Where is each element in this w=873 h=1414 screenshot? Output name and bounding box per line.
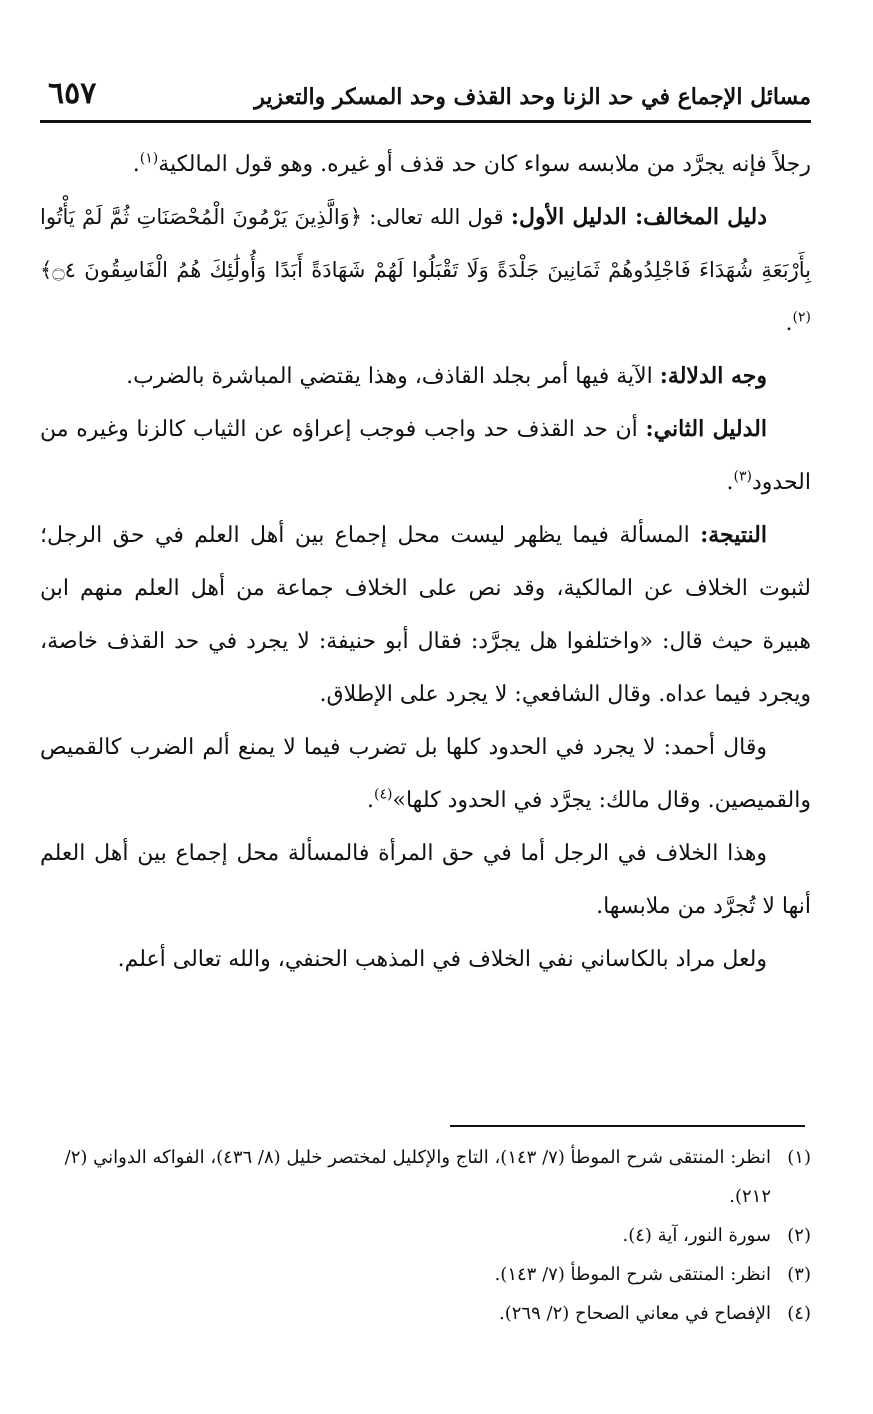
footnote-ref-4: (٤) [374,786,393,803]
paragraph-2-end: . [785,311,793,336]
main-text [40,138,811,986]
paragraph-2 [40,191,811,350]
paragraph-6 [40,721,811,827]
paragraph-6-text: وقال أحمد: لا يجرد في الحدود كلها بل تضرب فيما لا يمنع ألم الضرب كالقميص والقميصين. وقال مالك: يجرَّد في الحدود كلها» [40,735,811,813]
footnotes [40,1138,811,1333]
quran-verse: قول الله تعالى: ﴿وَالَّذِينَ يَرْمُونَ الْمُحْصَنَاتِ ثُمَّ لَمْ يَأْتُوا بِأَرْبَعَةِ شُهَدَاءَ فَاجْلِدُوهُمْ ثَمَانِينَ جَلْدَةً وَلَا تَقْبَلُوا لَهُمْ شَهَادَةً أَبَدًا وَأُولَٰئِكَ هُمُ الْفَاسِقُونَ ۝٤﴾ [40,205,811,282]
paragraph-6-end: . [367,788,375,813]
page-number: ٦٥٧ [48,76,97,111]
paragraph-8: ولعل مراد بالكاساني نفي الخلاف في المذهب الحنفي، والله تعالى أعلم. [117,947,767,972]
footnote-number: (٤) [787,1303,811,1324]
footnote-text: الإفصاح في معاني الصحاح (٢/ ٢٦٩). [499,1303,771,1324]
footnote-separator [450,1125,805,1127]
paragraph-5-text: المسألة فيما يظهر ليست محل إجماع بين أهل العلم في حق الرجل؛ لثبوت الخلاف عن المالكية، وقد نص على الخلاف جماعة من أهل العلم منهم ابن هبيرة حيث قال: «واختلفوا هل يجرَّد: فقال أبو حنيفة: لا يجرد في حد القذف خاصة، ويجرد فيما عداه. وقال الشافعي: لا يجرد على الإطلاق. [40,523,811,707]
footnote-number: (٢) [787,1225,811,1246]
footnote-3 [40,1255,811,1294]
footnote-text: انظر: المنتقى شرح الموطأ (٧/ ١٤٣)، التاج والإكليل لمختصر خليل (٨/ ٤٣٦)، الفواكه الدواني (٢/ ٢١٢). [64,1147,771,1207]
footnote-2 [40,1216,811,1255]
paragraph-3 [40,350,811,403]
paragraph-5-label: النتيجة: [700,522,767,548]
paragraph-4-text: أن حد القذف حد واجب فوجب إعراؤه عن الثياب كالزنا وغيره من الحدود [40,417,811,495]
footnote-1 [40,1138,811,1216]
paragraph-3-text: الآية فيها أمر بجلد القاذف، وهذا يقتضي المباشرة بالضرب. [126,364,660,389]
footnote-text: انظر: المنتقى شرح الموطأ (٧/ ١٤٣). [494,1264,771,1285]
paragraph-2-label: دليل المخالف: الدليل الأول: [510,204,767,230]
footnote-number: (١) [787,1147,811,1168]
footnote-number: (٣) [787,1264,811,1285]
paragraph-3-label: وجه الدلالة: [659,363,767,389]
paragraph-7: وهذا الخلاف في الرجل أما في حق المرأة فالمسألة محل إجماع بين أهل العلم أنها لا تُجرَّد من ملابسها. [40,841,811,919]
footnote-4 [40,1294,811,1333]
footnote-text: سورة النور، آية (٤). [622,1225,771,1246]
paragraph-1-text: رجلاً فإنه يجرَّد من ملابسه سواء كان حد قذف أو غيره. وهو قول المالكية [158,152,811,177]
footnote-ref-3: (٣) [733,468,752,485]
paragraph-5 [40,509,811,721]
header-title: مسائل الإجماع في حد الزنا وحد القذف وحد المسكر والتعزير [254,84,811,110]
footnote-ref-2: (٢) [792,309,811,326]
paragraph-4 [40,403,811,509]
paragraph-4-end: . [726,470,734,495]
running-header [40,72,811,123]
paragraph-1-end: . [132,152,140,177]
paragraph-4-label: الدليل الثاني: [645,416,768,442]
footnote-ref-1: (١) [139,150,159,167]
paragraph-1 [40,138,811,191]
